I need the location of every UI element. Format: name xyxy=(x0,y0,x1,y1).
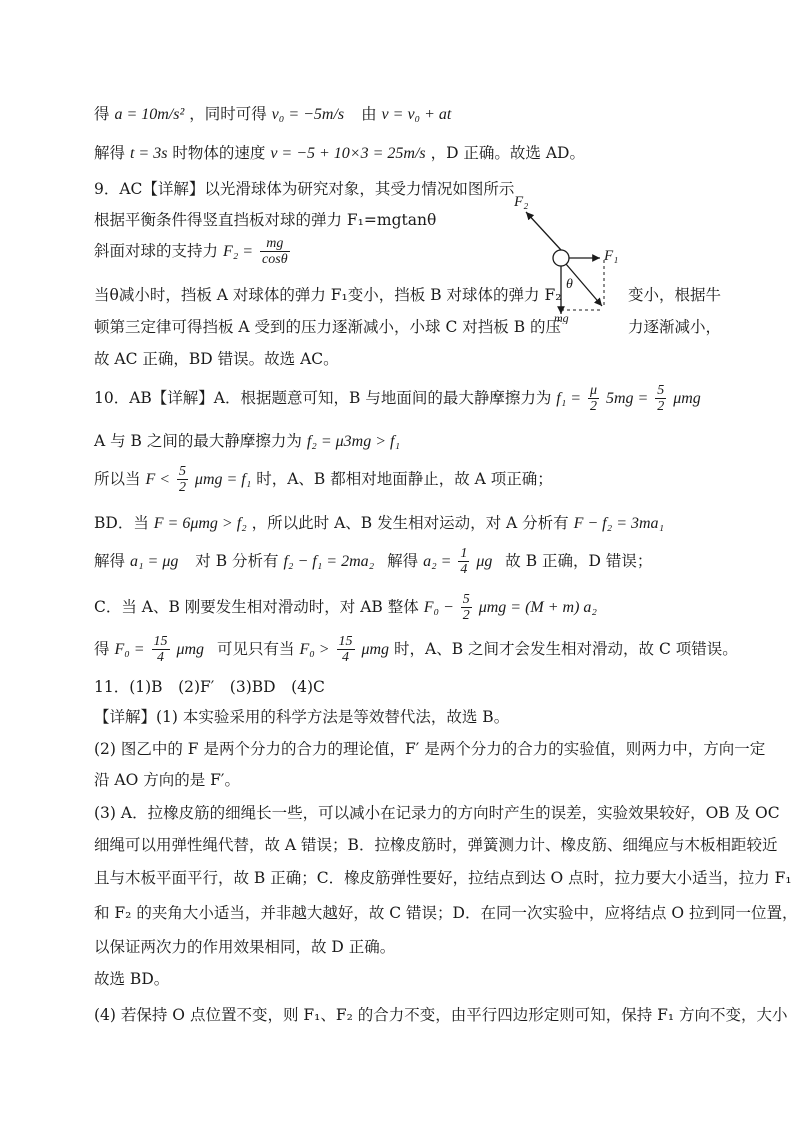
equation: a = 10m/s² xyxy=(114,106,185,123)
equation: f₂ − f₁ = 2ma₂ xyxy=(283,552,375,570)
equation: F − f₂ = 3ma₁ xyxy=(573,515,665,532)
solution-line: 和 F₂ 的夹角大小适当，并非越大越好，故 C 错误；D．在同一次实验中，应将结点 O 拉到同一位置， xyxy=(94,904,798,922)
text: 时物体的速度 xyxy=(172,144,266,162)
solution-line: 根据平衡条件得竖直挡板对球的弹力 F₁=mgtanθ xyxy=(94,211,437,229)
equation: μmg = f₁ xyxy=(194,470,252,488)
fraction xyxy=(152,634,170,666)
solution-line: 故选 BD。 xyxy=(94,970,170,988)
text: 解得 xyxy=(387,551,419,570)
equation: a₁ = μg xyxy=(129,552,179,570)
solution-line xyxy=(94,514,664,533)
text: C．当 A、B 刚要发生相对滑动时，对 AB 整体 xyxy=(94,597,419,616)
text: 解得 xyxy=(94,144,126,162)
text: 得 xyxy=(94,105,110,123)
solution-line: 细绳可以用弹性绳代替，故 A 错误；B．拉橡皮筋时，弹簧测力计、橡皮筋、细绳应与木板相距较近 xyxy=(94,836,778,854)
force-diagram xyxy=(512,184,632,324)
fraction xyxy=(588,383,599,415)
fraction xyxy=(260,236,290,268)
solution-line: 故 AC 正确，BD 错误。故选 AC。 xyxy=(94,350,339,368)
solution-line: 且与木板平面平行，故 B 正确；C．橡皮筋弹性要好，拉结点到达 O 点时，拉力要大小适当，拉力 F₁ xyxy=(94,869,792,887)
solution-line xyxy=(94,432,400,451)
equation: F = 6μmg > f₂ xyxy=(153,515,247,532)
equation: μmg = (M + m) a₂ xyxy=(478,598,597,616)
fraction xyxy=(177,464,188,496)
solution-line: (4) 若保持 O 点位置不变，则 F₁、F₂ 的合力不变，由平行四边形定则可知，保持 F₁ 方向不变，大小 xyxy=(94,1006,788,1024)
equation: F₀ > xyxy=(299,640,330,658)
text: ，同时可得 xyxy=(189,105,267,123)
f1-label: F₁ xyxy=(604,248,619,264)
ball-circle xyxy=(553,250,569,266)
mg-label: mg xyxy=(554,311,569,324)
text: ，D 正确。故选 AD。 xyxy=(430,144,585,162)
solution-line xyxy=(94,144,585,163)
equation: t = 3s xyxy=(129,145,168,162)
equation: μmg xyxy=(361,640,390,658)
equation: a₂ = xyxy=(423,552,452,570)
denominator: 2 xyxy=(178,480,186,496)
equation: F₀ − xyxy=(423,598,454,616)
solution-line: 沿 AO 方向的是 F′。 xyxy=(94,771,240,789)
denominator: 2 xyxy=(462,608,470,624)
equation: μg xyxy=(476,552,493,570)
solution-line xyxy=(94,634,738,666)
text: BD．当 xyxy=(94,514,149,532)
denominator: 2 xyxy=(590,399,598,415)
text: 时，A、B 之间才会发生相对滑动，故 C 项错误。 xyxy=(394,639,738,658)
text: 故 B 正确，D 错误； xyxy=(505,551,653,570)
solution-line: 顿第三定律可得挡板 A 受到的压力逐渐减小，小球 C 对挡板 B 的压 xyxy=(94,318,562,336)
denominator: cosθ xyxy=(262,252,288,268)
text: 时，A、B 都相对地面静止，故 A 项正确； xyxy=(256,469,553,488)
numerator: 15 xyxy=(338,634,353,649)
text: ，所以此时 A、B 发生相对运动，对 A 分析有 xyxy=(251,514,569,532)
equation: F < xyxy=(145,470,171,488)
equation: v₀ = −5m/s xyxy=(271,106,345,123)
numerator: mg xyxy=(260,236,290,252)
fraction xyxy=(458,546,469,578)
fraction xyxy=(461,592,472,624)
fraction xyxy=(337,634,355,666)
fraction xyxy=(655,383,666,415)
solution-line: 当θ减小时，挡板 A 对球体的弹力 F₁变小，挡板 B 对球体的弹力 F₂ xyxy=(94,286,562,304)
numerator: 15 xyxy=(153,634,168,649)
question-9-heading: 9．AC【详解】以光滑球体为研究对象，其受力情况如图所示 xyxy=(94,180,515,198)
equation: f₂ = μ3mg > f₁ xyxy=(306,433,401,450)
numerator: 5 xyxy=(657,383,665,398)
equation: μmg xyxy=(176,640,205,658)
solution-line xyxy=(94,546,652,578)
solution-line xyxy=(94,236,292,268)
text: 所以当 xyxy=(94,469,141,488)
numerator: 5 xyxy=(462,592,470,607)
f2-label: F₂ xyxy=(514,194,529,210)
solution-line: 以保证两次力的作用效果相同，故 D 正确。 xyxy=(94,938,396,956)
equation: v = v₀ + at xyxy=(381,106,452,123)
solution-line: 力逐渐减小， xyxy=(628,318,722,336)
denominator: 4 xyxy=(460,562,468,578)
denominator: 4 xyxy=(157,650,165,666)
question-10-heading xyxy=(94,383,701,415)
solution-line xyxy=(94,105,451,124)
denominator: 4 xyxy=(342,650,350,666)
equation: f₁ = xyxy=(556,389,582,407)
numerator: 5 xyxy=(178,464,186,479)
text: A 与 B 之间的最大静摩擦力为 xyxy=(94,432,302,450)
text: 由 xyxy=(361,105,377,123)
solution-line: 【详解】(1) 本实验采用的科学方法是等效替代法，故选 B。 xyxy=(94,708,510,726)
text: 得 xyxy=(94,639,110,658)
numerator: 1 xyxy=(460,546,468,561)
text: 10．AB【详解】A．根据题意可知，B 与地面间的最大静摩擦力为 xyxy=(94,388,552,407)
text: 解得 xyxy=(94,551,126,570)
question-11-answers: 11．(1)B (2)F′ (3)BD (4)C xyxy=(94,678,325,696)
text: 可见只有当 xyxy=(217,639,295,658)
solution-line: (2) 图乙中的 F 是两个分力的合力的理论值，F′ 是两个分力的合力的实验值，则两力中，方向一定 xyxy=(94,740,766,758)
solution-line xyxy=(94,464,553,496)
numerator: μ xyxy=(590,383,598,398)
equation: 5mg = xyxy=(605,389,649,407)
f2-arrow xyxy=(526,212,561,250)
theta-label: θ xyxy=(566,277,573,292)
denominator: 2 xyxy=(657,399,665,415)
equation: v = −5 + 10×3 = 25m/s xyxy=(270,145,426,162)
text: 斜面对球的支持力 xyxy=(94,241,219,260)
equation: F₀ = xyxy=(114,640,145,658)
equation: F₂ = xyxy=(222,242,254,260)
solution-line: 变小，根据牛 xyxy=(628,286,722,304)
text: 对 B 分析有 xyxy=(195,551,279,570)
solution-line: (3) A．拉橡皮筋的细绳长一些，可以减小在记录力的方向时产生的误差，实验效果较好，OB 及 OC xyxy=(94,804,780,822)
equation: μmg xyxy=(673,389,701,407)
solution-line xyxy=(94,592,597,624)
